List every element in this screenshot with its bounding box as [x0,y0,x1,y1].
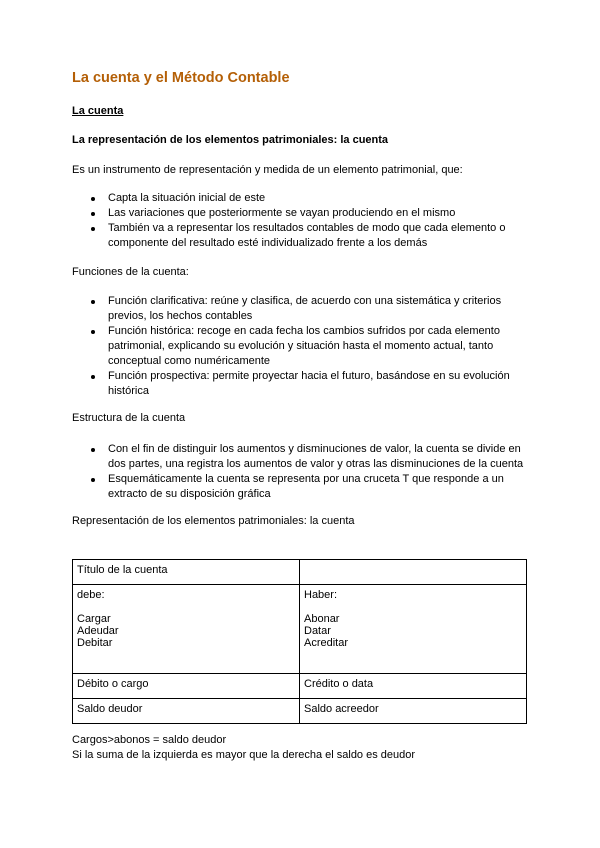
estructura-list [72,442,532,502]
list-item: También va a representar los resultados contables de modo que cada elemento o componente del resultado esté individualizado frente a los demás [108,221,532,251]
credito-cell: Crédito o data [300,674,527,699]
t-account-table [72,559,527,724]
funciones-label: Funciones de la cuenta: [72,266,189,278]
haber-item: Acreditar [304,637,349,649]
account-title-cell: Título de la cuenta [73,560,300,585]
haber-item: Abonar [304,613,340,625]
estructura-label: Estructura de la cuenta [72,412,186,424]
list-item: Función histórica: recoge en cada fecha los cambios sufridos por cada elemento patrimonial, explicando su evolución y situación hasta el momento actual, tanto conceptual como numéricamente [108,324,532,369]
haber-cell [300,585,527,674]
list-item: Función clarificativa: reúne y clasifica, de acuerdo con una sistemática y criterios previos, los hechos contables [108,294,532,324]
debe-label: debe: [77,589,105,601]
list-item: Función prospectiva: permite proyectar hacia el futuro, basándose en su evolución histórica [108,369,532,399]
list-item: Con el fin de distinguir los aumentos y disminuciones de valor, la cuenta se divide en dos partes, una registra los aumentos de valor y otras las disminuciones de la cuenta [108,442,532,472]
debito-cell: Débito o cargo [73,674,300,699]
saldo-acreedor-cell: Saldo acreedor [300,699,527,724]
list-item: Capta la situación inicial de este [108,191,532,206]
debe-item: Adeudar [77,625,119,637]
saldo-deudor-cell: Saldo deudor [73,699,300,724]
haber-label: Haber: [304,589,338,601]
list-item: Esquemáticamente la cuenta se representa por una cruceta T que responde a un extracto de su disposición gráfica [108,472,532,502]
note-line: Si la suma de la izquierda es mayor que la derecha el saldo es deudor [72,749,416,761]
list-item: Las variaciones que posteriormente se vayan produciendo en el mismo [108,206,532,221]
intro-list [72,191,532,251]
representacion-label: Representación de los elementos patrimoniales: la cuenta [72,515,355,527]
debe-item: Cargar [77,613,111,625]
document-title: La cuenta y el Método Contable [72,70,290,86]
funciones-list [72,294,532,399]
note-line: Cargos>abonos = saldo deudor [72,734,227,746]
debe-item: Debitar [77,637,113,649]
section-subtitle: La cuenta [72,105,124,117]
debe-cell [73,585,300,674]
section-heading: La representación de los elementos patrimoniales: la cuenta [72,134,389,146]
haber-item: Datar [304,625,331,637]
intro-paragraph: Es un instrumento de representación y medida de un elemento patrimonial, que: [72,164,463,176]
empty-cell [300,560,527,585]
